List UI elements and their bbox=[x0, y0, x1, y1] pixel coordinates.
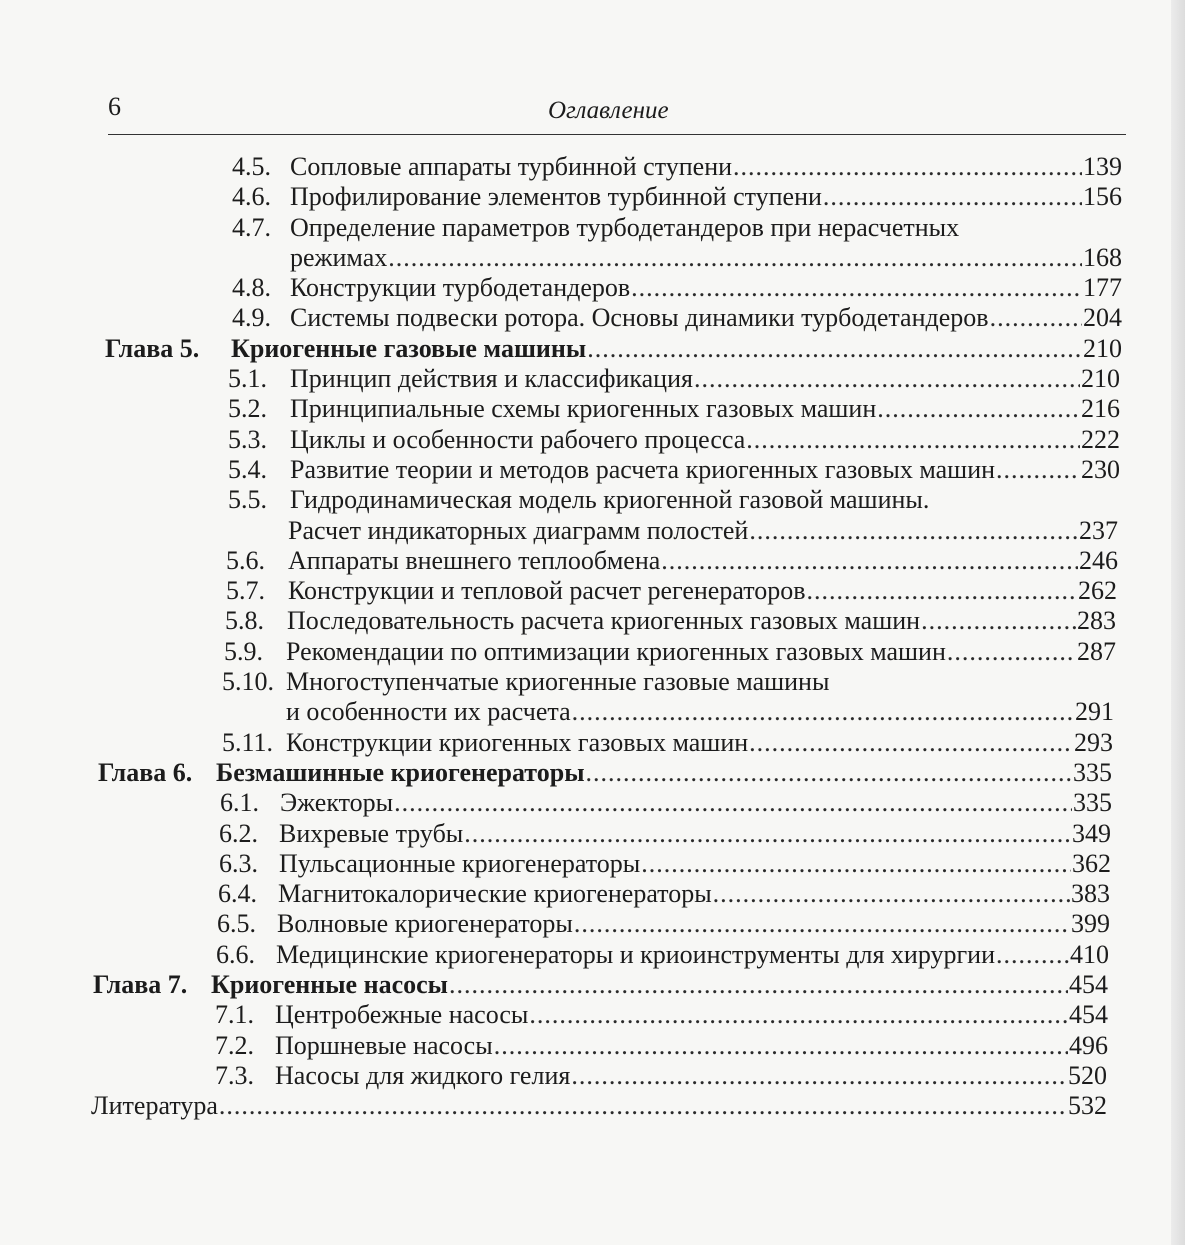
dot-leader bbox=[807, 576, 1078, 606]
entry-number: 5.6. bbox=[226, 545, 265, 575]
entry-page: 335 bbox=[1073, 788, 1112, 818]
entry-page: 287 bbox=[1077, 636, 1116, 666]
entry-number: 5.5. bbox=[228, 485, 267, 515]
toc-entry[interactable] bbox=[0, 485, 1185, 515]
running-title: Оглавление bbox=[548, 97, 669, 124]
chapter-page: 454 bbox=[1069, 970, 1108, 1000]
toc-entry[interactable] bbox=[0, 1031, 1185, 1061]
chapter-title: Безмашинные криогенераторы bbox=[216, 757, 585, 787]
entry-number: 4.5. bbox=[232, 152, 271, 181]
entry-page: 410 bbox=[1070, 939, 1109, 969]
toc-entry[interactable] bbox=[0, 909, 1185, 939]
entry-title: Эжекторы bbox=[280, 788, 394, 818]
entry-title: Конструкции и тепловой расчет регенераторов bbox=[288, 576, 806, 606]
entry-number: 6.5. bbox=[217, 909, 256, 939]
dot-leader bbox=[494, 1031, 1068, 1061]
entry-number: 5.9. bbox=[224, 636, 263, 666]
dot-leader bbox=[464, 819, 1071, 849]
entry-page: 204 bbox=[1083, 303, 1122, 333]
toc-entry[interactable] bbox=[0, 213, 1185, 243]
dot-leader bbox=[996, 455, 1080, 485]
chapter-page: 210 bbox=[1083, 333, 1122, 363]
entry-title: Литература bbox=[91, 1091, 218, 1121]
dot-leader bbox=[574, 909, 1070, 939]
entry-title: Магнитокалорические криогенераторы bbox=[278, 879, 712, 909]
toc-entry[interactable] bbox=[0, 1061, 1185, 1091]
dot-leader bbox=[921, 606, 1076, 636]
toc-entry[interactable] bbox=[0, 788, 1185, 818]
entry-page: 532 bbox=[1068, 1091, 1107, 1121]
dot-leader bbox=[394, 788, 1072, 818]
dot-leader bbox=[571, 1061, 1067, 1091]
entry-number: 5.1. bbox=[228, 364, 267, 394]
page-header bbox=[108, 88, 1126, 135]
dot-leader bbox=[641, 849, 1071, 879]
entry-title-continuation: Расчет индикаторных диаграмм полостей bbox=[288, 515, 749, 545]
chapter-title: Криогенные газовые машины bbox=[231, 333, 587, 363]
toc-entry[interactable] bbox=[0, 819, 1185, 849]
entry-title-continuation: режимах bbox=[290, 242, 388, 272]
entry-title: Гидродинамическая модель криогенной газовой машины. bbox=[290, 485, 930, 515]
entry-number: 4.8. bbox=[232, 273, 271, 303]
dot-leader bbox=[219, 1091, 1067, 1121]
dot-leader bbox=[749, 728, 1073, 758]
chapter-number: Глава 7. bbox=[93, 970, 188, 1000]
toc-entry-continuation[interactable] bbox=[0, 697, 1185, 727]
entry-title: Системы подвески ротора. Основы динамики турбодетандеров bbox=[290, 303, 989, 333]
toc-entry[interactable] bbox=[0, 546, 1185, 576]
dot-leader bbox=[996, 940, 1069, 970]
toc-entry[interactable] bbox=[0, 273, 1185, 303]
entry-number: 5.10. bbox=[222, 667, 274, 697]
entry-page: 291 bbox=[1075, 697, 1114, 727]
toc-entry[interactable] bbox=[0, 394, 1185, 424]
entry-number: 4.9. bbox=[232, 303, 271, 333]
dot-leader bbox=[529, 1000, 1068, 1030]
entry-page: 283 bbox=[1077, 606, 1116, 636]
entry-title: Конструкции турбодетандеров bbox=[290, 273, 631, 303]
toc-entry[interactable] bbox=[0, 425, 1185, 455]
entry-title: Центробежные насосы bbox=[275, 1000, 529, 1030]
entry-number: 5.2. bbox=[228, 394, 267, 424]
dot-leader bbox=[733, 152, 1082, 182]
entry-page: 349 bbox=[1072, 818, 1111, 848]
entry-number: 5.3. bbox=[228, 424, 267, 454]
entry-title: Принцип действия и классификация bbox=[290, 364, 693, 394]
chapter-number: Глава 6. bbox=[98, 757, 193, 787]
dot-leader bbox=[572, 697, 1074, 727]
toc-entry[interactable] bbox=[0, 1000, 1185, 1030]
toc-entry[interactable] bbox=[0, 576, 1185, 606]
toc-entry[interactable] bbox=[0, 879, 1185, 909]
entry-number: 7.2. bbox=[215, 1030, 254, 1060]
dot-leader bbox=[990, 303, 1082, 333]
entry-page: 156 bbox=[1083, 182, 1122, 212]
entry-page: 399 bbox=[1071, 909, 1110, 939]
entry-title: Вихревые трубы bbox=[279, 818, 464, 848]
entry-title: Конструкции криогенных газовых машин bbox=[286, 727, 749, 757]
dot-leader bbox=[713, 879, 1070, 909]
toc-entry-bibliography[interactable] bbox=[0, 1091, 1185, 1121]
entry-title: Определение параметров турбодетандеров при нерасчетных bbox=[290, 212, 960, 242]
entry-number: 6.2. bbox=[219, 818, 258, 848]
toc-entry[interactable] bbox=[0, 303, 1185, 333]
chapter-title: Криогенные насосы bbox=[211, 970, 448, 1000]
entry-page: 520 bbox=[1068, 1060, 1107, 1090]
entry-number: 5.8. bbox=[225, 606, 264, 636]
entry-page: 383 bbox=[1071, 879, 1110, 909]
entry-title: Принципиальные схемы криогенных газовых машин bbox=[290, 394, 877, 424]
entry-number: 5.11. bbox=[222, 727, 274, 757]
entry-title: Аппараты внешнего теплообмена bbox=[288, 545, 661, 575]
entry-number: 7.3. bbox=[215, 1060, 254, 1090]
entry-title: Насосы для жидкого гелия bbox=[275, 1060, 571, 1090]
toc-entry[interactable] bbox=[0, 182, 1185, 212]
entry-title: Волновые криогенераторы bbox=[277, 909, 573, 939]
entry-page: 177 bbox=[1083, 273, 1122, 303]
toc-chapter[interactable] bbox=[0, 334, 1185, 364]
dot-leader bbox=[587, 334, 1082, 364]
entry-number: 4.6. bbox=[232, 182, 271, 212]
toc-chapter[interactable] bbox=[0, 970, 1185, 1000]
entry-page: 362 bbox=[1072, 848, 1111, 878]
dot-leader bbox=[388, 243, 1082, 273]
table-of-contents bbox=[0, 152, 1185, 1122]
dot-leader bbox=[947, 637, 1076, 667]
entry-title: Многоступенчатые криогенные газовые машины bbox=[286, 667, 830, 697]
entry-page: 454 bbox=[1069, 1000, 1108, 1030]
toc-entry[interactable] bbox=[0, 455, 1185, 485]
entry-page: 222 bbox=[1081, 424, 1120, 454]
entry-page: 216 bbox=[1081, 394, 1120, 424]
dot-leader bbox=[877, 394, 1080, 424]
entry-page: 139 bbox=[1083, 152, 1122, 181]
toc-entry[interactable] bbox=[0, 667, 1185, 697]
toc-entry[interactable] bbox=[0, 152, 1185, 182]
entry-title-continuation: и особенности их расчета bbox=[286, 697, 571, 727]
chapter-number: Глава 5. bbox=[105, 333, 200, 363]
entry-title: Циклы и особенности рабочего процесса bbox=[290, 424, 746, 454]
entry-number: 5.7. bbox=[226, 576, 265, 606]
entry-title: Профилирование элементов турбинной ступени bbox=[290, 182, 822, 212]
entry-page: 496 bbox=[1069, 1030, 1108, 1060]
entry-title: Сопловые аппараты турбинной ступени bbox=[290, 152, 733, 181]
toc-entry-continuation[interactable] bbox=[0, 243, 1185, 273]
entry-page: 237 bbox=[1079, 515, 1118, 545]
toc-chapter[interactable] bbox=[0, 758, 1185, 788]
entry-title: Пульсационные криогенераторы bbox=[279, 848, 641, 878]
dot-leader bbox=[746, 425, 1080, 455]
toc-entry[interactable] bbox=[0, 364, 1185, 394]
toc-entry[interactable] bbox=[0, 637, 1185, 667]
page-number: 6 bbox=[108, 92, 121, 121]
dot-leader bbox=[661, 546, 1078, 576]
toc-entry[interactable] bbox=[0, 728, 1185, 758]
entry-number: 4.7. bbox=[232, 212, 271, 242]
dot-leader bbox=[631, 273, 1082, 303]
dot-leader bbox=[694, 364, 1080, 394]
toc-entry[interactable] bbox=[0, 849, 1185, 879]
entry-title: Поршневые насосы bbox=[275, 1030, 493, 1060]
toc-entry-continuation[interactable] bbox=[0, 516, 1185, 546]
dot-leader bbox=[586, 758, 1073, 788]
entry-page: 293 bbox=[1074, 727, 1113, 757]
entry-page: 230 bbox=[1081, 454, 1120, 484]
entry-page: 262 bbox=[1078, 576, 1117, 606]
entry-page: 210 bbox=[1081, 364, 1120, 394]
dot-leader bbox=[449, 970, 1068, 1000]
entry-title: Последовательность расчета криогенных газовых машин bbox=[287, 606, 921, 636]
entry-title: Рекомендации по оптимизации криогенных газовых машин bbox=[286, 636, 946, 666]
entry-number: 5.4. bbox=[228, 454, 267, 484]
entry-title: Развитие теории и методов расчета криогенных газовых машин bbox=[290, 454, 996, 484]
entry-number: 6.3. bbox=[219, 848, 258, 878]
toc-entry[interactable] bbox=[0, 606, 1185, 636]
entry-number: 6.6. bbox=[216, 939, 255, 969]
entry-number: 7.1. bbox=[215, 1000, 254, 1030]
entry-number: 6.1. bbox=[220, 788, 259, 818]
toc-entry[interactable] bbox=[0, 940, 1185, 970]
dot-leader bbox=[823, 182, 1082, 212]
dot-leader bbox=[749, 516, 1078, 546]
entry-title: Медицинские криогенераторы и криоинструменты для хирургии bbox=[276, 939, 995, 969]
entry-number: 6.4. bbox=[218, 879, 257, 909]
entry-page: 168 bbox=[1083, 242, 1122, 272]
chapter-page: 335 bbox=[1073, 757, 1112, 787]
entry-page: 246 bbox=[1079, 545, 1118, 575]
